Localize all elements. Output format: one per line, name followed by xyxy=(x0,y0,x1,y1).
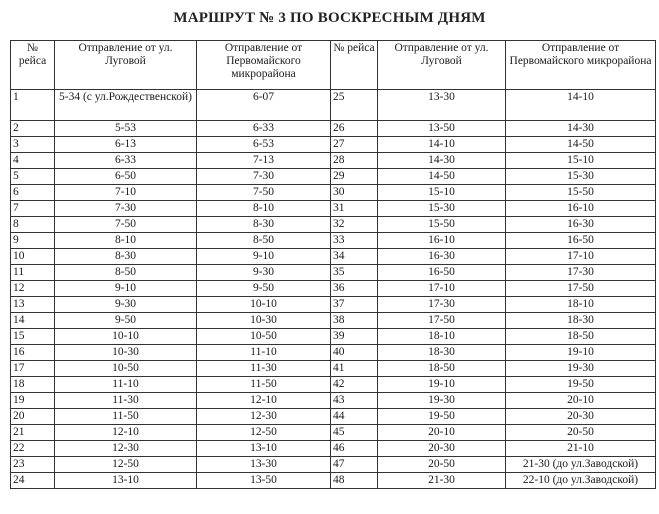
trip-number-right: 42 xyxy=(331,377,378,393)
trip-number-left: 20 xyxy=(11,409,55,425)
departure-pervomaisky-right: 15-50 xyxy=(506,185,656,201)
departure-pervomaisky-right: 21-30 (до ул.Заводской) xyxy=(506,457,656,473)
trip-number-left: 13 xyxy=(11,297,55,313)
departure-pervomaisky-left: 10-50 xyxy=(197,329,331,345)
table-row xyxy=(11,121,656,137)
departure-pervomaisky-right: 15-30 xyxy=(506,169,656,185)
departure-lugovaya-right: 18-10 xyxy=(378,329,506,345)
trip-number-right: 41 xyxy=(331,361,378,377)
departure-lugovaya-left: 11-30 xyxy=(55,393,197,409)
departure-pervomaisky-left: 13-50 xyxy=(197,473,331,489)
departure-lugovaya-left: 10-30 xyxy=(55,345,197,361)
trip-number-right: 32 xyxy=(331,217,378,233)
trip-number-left: 6 xyxy=(11,185,55,201)
departure-lugovaya-right: 15-50 xyxy=(378,217,506,233)
departure-pervomaisky-right: 21-10 xyxy=(506,441,656,457)
departure-lugovaya-left: 6-33 xyxy=(55,153,197,169)
trip-number-right: 45 xyxy=(331,425,378,441)
departure-lugovaya-left: 10-50 xyxy=(55,361,197,377)
table-row xyxy=(11,297,656,313)
table-row xyxy=(11,217,656,233)
trip-number-right: 26 xyxy=(331,121,378,137)
trip-number-right: 46 xyxy=(331,441,378,457)
departure-lugovaya-right: 13-30 xyxy=(378,90,506,121)
trip-number-right: 28 xyxy=(331,153,378,169)
departure-pervomaisky-right: 20-10 xyxy=(506,393,656,409)
header-departure-lugovaya-left: Отправление от ул. Луговой xyxy=(55,41,197,90)
departure-pervomaisky-right: 14-50 xyxy=(506,137,656,153)
departure-lugovaya-left: 11-50 xyxy=(55,409,197,425)
departure-pervomaisky-left: 9-50 xyxy=(197,281,331,297)
departure-pervomaisky-right: 17-50 xyxy=(506,281,656,297)
departure-pervomaisky-left: 8-50 xyxy=(197,233,331,249)
trip-number-left: 5 xyxy=(11,169,55,185)
table-row xyxy=(11,329,656,345)
trip-number-right: 40 xyxy=(331,345,378,361)
departure-lugovaya-left: 10-10 xyxy=(55,329,197,345)
departure-lugovaya-left: 12-30 xyxy=(55,441,197,457)
trip-number-left: 24 xyxy=(11,473,55,489)
departure-pervomaisky-left: 11-10 xyxy=(197,345,331,361)
trip-number-right: 33 xyxy=(331,233,378,249)
trip-number-left: 12 xyxy=(11,281,55,297)
departure-lugovaya-right: 16-10 xyxy=(378,233,506,249)
trip-number-right: 48 xyxy=(331,473,378,489)
trip-number-left: 14 xyxy=(11,313,55,329)
departure-pervomaisky-right: 19-30 xyxy=(506,361,656,377)
trip-number-right: 29 xyxy=(331,169,378,185)
trip-number-right: 43 xyxy=(331,393,378,409)
trip-number-left: 18 xyxy=(11,377,55,393)
departure-lugovaya-left: 12-10 xyxy=(55,425,197,441)
table-row xyxy=(11,153,656,169)
departure-pervomaisky-left: 12-10 xyxy=(197,393,331,409)
departure-lugovaya-left: 5-34 (с ул.Рождественской) xyxy=(55,90,197,121)
table-row xyxy=(11,265,656,281)
header-trip-number-right: № рейса xyxy=(331,41,378,90)
header-departure-pervomaisky-right: Отправление от Первомайского микрорайона xyxy=(506,41,656,90)
trip-number-left: 1 xyxy=(11,90,55,121)
departure-lugovaya-right: 18-50 xyxy=(378,361,506,377)
table-row xyxy=(11,345,656,361)
departure-pervomaisky-left: 6-07 xyxy=(197,90,331,121)
departure-pervomaisky-right: 22-10 (до ул.Заводской) xyxy=(506,473,656,489)
trip-number-right: 25 xyxy=(331,90,378,121)
departure-pervomaisky-right: 15-10 xyxy=(506,153,656,169)
schedule-body xyxy=(11,90,656,489)
trip-number-left: 9 xyxy=(11,233,55,249)
trip-number-right: 37 xyxy=(331,297,378,313)
departure-pervomaisky-left: 12-50 xyxy=(197,425,331,441)
trip-number-left: 16 xyxy=(11,345,55,361)
departure-pervomaisky-right: 19-10 xyxy=(506,345,656,361)
table-row xyxy=(11,249,656,265)
departure-lugovaya-right: 16-30 xyxy=(378,249,506,265)
departure-lugovaya-right: 19-30 xyxy=(378,393,506,409)
table-row xyxy=(11,425,656,441)
departure-pervomaisky-right: 17-10 xyxy=(506,249,656,265)
departure-lugovaya-right: 20-50 xyxy=(378,457,506,473)
departure-pervomaisky-right: 20-50 xyxy=(506,425,656,441)
departure-lugovaya-right: 15-30 xyxy=(378,201,506,217)
departure-pervomaisky-left: 8-10 xyxy=(197,201,331,217)
departure-lugovaya-left: 8-10 xyxy=(55,233,197,249)
departure-pervomaisky-right: 14-30 xyxy=(506,121,656,137)
departure-pervomaisky-right: 14-10 xyxy=(506,90,656,121)
trip-number-right: 34 xyxy=(331,249,378,265)
departure-lugovaya-right: 17-50 xyxy=(378,313,506,329)
departure-pervomaisky-left: 7-13 xyxy=(197,153,331,169)
departure-lugovaya-right: 19-10 xyxy=(378,377,506,393)
departure-pervomaisky-right: 16-30 xyxy=(506,217,656,233)
trip-number-left: 11 xyxy=(11,265,55,281)
table-row xyxy=(11,169,656,185)
departure-pervomaisky-right: 16-10 xyxy=(506,201,656,217)
trip-number-left: 19 xyxy=(11,393,55,409)
departure-lugovaya-right: 20-30 xyxy=(378,441,506,457)
table-row xyxy=(11,361,656,377)
trip-number-left: 22 xyxy=(11,441,55,457)
departure-lugovaya-left: 7-30 xyxy=(55,201,197,217)
departure-lugovaya-left: 6-50 xyxy=(55,169,197,185)
trip-number-left: 21 xyxy=(11,425,55,441)
departure-pervomaisky-left: 7-30 xyxy=(197,169,331,185)
departure-pervomaisky-right: 19-50 xyxy=(506,377,656,393)
trip-number-left: 3 xyxy=(11,137,55,153)
departure-pervomaisky-left: 13-30 xyxy=(197,457,331,473)
departure-lugovaya-left: 7-50 xyxy=(55,217,197,233)
departure-lugovaya-right: 21-30 xyxy=(378,473,506,489)
departure-lugovaya-left: 12-50 xyxy=(55,457,197,473)
departure-lugovaya-right: 19-50 xyxy=(378,409,506,425)
departure-pervomaisky-left: 10-30 xyxy=(197,313,331,329)
trip-number-left: 8 xyxy=(11,217,55,233)
table-row xyxy=(11,441,656,457)
trip-number-left: 10 xyxy=(11,249,55,265)
departure-pervomaisky-left: 10-10 xyxy=(197,297,331,313)
header-trip-number-left: № рейса xyxy=(11,41,55,90)
departure-lugovaya-left: 8-30 xyxy=(55,249,197,265)
header-departure-lugovaya-right: Отправление от ул. Луговой xyxy=(378,41,506,90)
trip-number-left: 2 xyxy=(11,121,55,137)
departure-lugovaya-right: 18-30 xyxy=(378,345,506,361)
table-row xyxy=(11,393,656,409)
departure-lugovaya-left: 5-53 xyxy=(55,121,197,137)
trip-number-right: 44 xyxy=(331,409,378,425)
departure-lugovaya-left: 11-10 xyxy=(55,377,197,393)
table-row xyxy=(11,90,656,121)
trip-number-right: 31 xyxy=(331,201,378,217)
trip-number-left: 7 xyxy=(11,201,55,217)
trip-number-right: 38 xyxy=(331,313,378,329)
departure-lugovaya-right: 13-50 xyxy=(378,121,506,137)
departure-pervomaisky-left: 9-10 xyxy=(197,249,331,265)
departure-pervomaisky-left: 11-30 xyxy=(197,361,331,377)
departure-pervomaisky-right: 18-50 xyxy=(506,329,656,345)
departure-pervomaisky-left: 8-30 xyxy=(197,217,331,233)
table-row xyxy=(11,313,656,329)
trip-number-right: 27 xyxy=(331,137,378,153)
departure-pervomaisky-left: 12-30 xyxy=(197,409,331,425)
departure-pervomaisky-right: 16-50 xyxy=(506,233,656,249)
departure-lugovaya-right: 17-30 xyxy=(378,297,506,313)
departure-pervomaisky-left: 6-33 xyxy=(197,121,331,137)
departure-pervomaisky-left: 9-30 xyxy=(197,265,331,281)
trip-number-right: 47 xyxy=(331,457,378,473)
departure-pervomaisky-left: 7-50 xyxy=(197,185,331,201)
departure-lugovaya-left: 7-10 xyxy=(55,185,197,201)
departure-lugovaya-right: 17-10 xyxy=(378,281,506,297)
departure-lugovaya-left: 9-10 xyxy=(55,281,197,297)
departure-pervomaisky-left: 13-10 xyxy=(197,441,331,457)
departure-pervomaisky-right: 18-30 xyxy=(506,313,656,329)
departure-lugovaya-left: 9-30 xyxy=(55,297,197,313)
departure-pervomaisky-right: 20-30 xyxy=(506,409,656,425)
departure-lugovaya-left: 13-10 xyxy=(55,473,197,489)
trip-number-right: 39 xyxy=(331,329,378,345)
table-row xyxy=(11,233,656,249)
trip-number-right: 36 xyxy=(331,281,378,297)
table-row xyxy=(11,473,656,489)
table-row xyxy=(11,137,656,153)
departure-pervomaisky-right: 18-10 xyxy=(506,297,656,313)
departure-lugovaya-right: 14-10 xyxy=(378,137,506,153)
header-row xyxy=(11,41,656,90)
page-title: МАРШРУТ № 3 ПО ВОСКРЕСНЫМ ДНЯМ xyxy=(173,10,486,26)
departure-lugovaya-right: 14-50 xyxy=(378,169,506,185)
departure-lugovaya-right: 16-50 xyxy=(378,265,506,281)
trip-number-left: 23 xyxy=(11,457,55,473)
schedule-table xyxy=(10,40,656,489)
trip-number-left: 17 xyxy=(11,361,55,377)
table-row xyxy=(11,377,656,393)
trip-number-right: 35 xyxy=(331,265,378,281)
table-row xyxy=(11,201,656,217)
departure-lugovaya-right: 20-10 xyxy=(378,425,506,441)
trip-number-left: 15 xyxy=(11,329,55,345)
departure-lugovaya-left: 9-50 xyxy=(55,313,197,329)
departure-pervomaisky-left: 6-53 xyxy=(197,137,331,153)
table-row xyxy=(11,281,656,297)
trip-number-right: 30 xyxy=(331,185,378,201)
trip-number-left: 4 xyxy=(11,153,55,169)
departure-pervomaisky-right: 17-30 xyxy=(506,265,656,281)
header-departure-pervomaisky-left: Отправление от Первомайского микрорайона xyxy=(197,41,331,90)
table-row xyxy=(11,409,656,425)
departure-lugovaya-right: 14-30 xyxy=(378,153,506,169)
departure-lugovaya-right: 15-10 xyxy=(378,185,506,201)
departure-lugovaya-left: 6-13 xyxy=(55,137,197,153)
table-row xyxy=(11,457,656,473)
departure-pervomaisky-left: 11-50 xyxy=(197,377,331,393)
table-row xyxy=(11,185,656,201)
departure-lugovaya-left: 8-50 xyxy=(55,265,197,281)
